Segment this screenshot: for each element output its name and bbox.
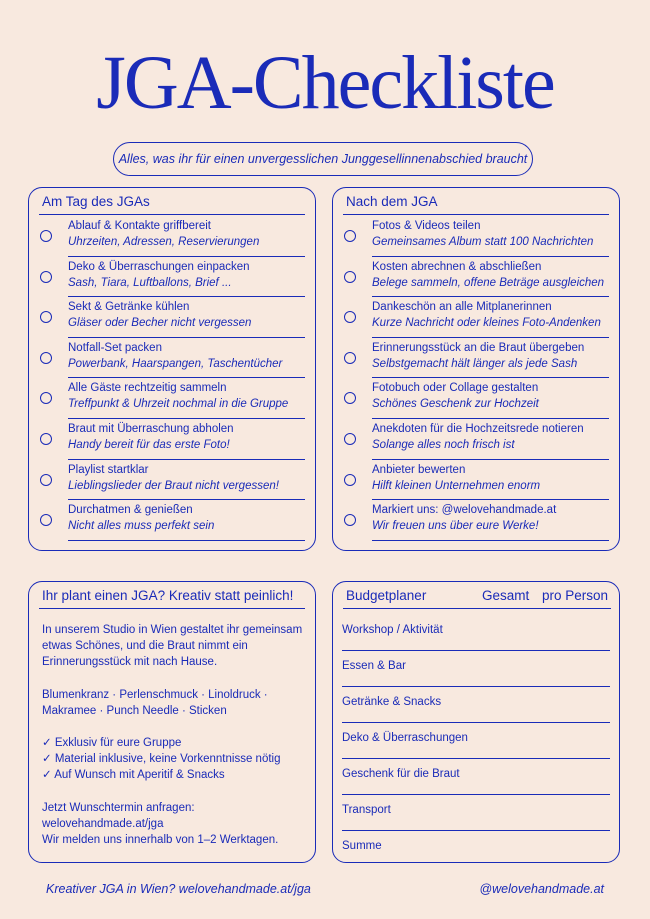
item-title: Braut mit Überraschung abholen xyxy=(68,422,234,435)
checklist-item xyxy=(333,378,619,419)
item-note: Lieblingslieder der Braut nicht vergessen! xyxy=(68,479,279,492)
checklist-item xyxy=(333,500,619,541)
item-title: Markiert uns: @welovehandmade.at xyxy=(372,504,557,517)
budget-col-person: pro Person xyxy=(542,588,609,603)
checkbox-circle[interactable] xyxy=(40,352,52,364)
checkbox-circle[interactable] xyxy=(344,474,356,486)
item-note: Hilft kleinen Unternehmen enorm xyxy=(372,479,541,492)
item-note: Schönes Geschenk zur Hochzeit xyxy=(372,398,539,411)
checkbox-circle[interactable] xyxy=(344,311,356,323)
checklist-item xyxy=(29,257,315,298)
checklist-item xyxy=(29,460,315,501)
checklist-after-list xyxy=(333,216,619,541)
budget-row[interactable]: Geschenk für die Braut xyxy=(342,759,610,795)
checkbox-circle[interactable] xyxy=(40,271,52,283)
checklist-item xyxy=(333,257,619,298)
item-title: Deko & Überraschungen einpacken xyxy=(68,260,250,273)
budget-row-total[interactable]: Summe xyxy=(342,840,382,852)
item-note: Selbstgemacht hält länger als jede Sash xyxy=(372,357,578,370)
checklist-item xyxy=(333,460,619,501)
checkbox-circle[interactable] xyxy=(40,474,52,486)
budget-row[interactable]: Workshop / Aktivität xyxy=(342,615,610,651)
checklist-item xyxy=(29,338,315,379)
checkbox-circle[interactable] xyxy=(344,433,356,445)
item-title: Fotobuch oder Collage gestalten xyxy=(372,382,539,395)
checklist-item xyxy=(333,338,619,379)
item-note: Wir freuen uns über eure Werke! xyxy=(372,520,539,533)
item-title: Erinnerungsstück an die Braut übergeben xyxy=(372,341,585,354)
footer-handle[interactable]: @welovehandmade.at xyxy=(479,882,604,896)
checklist-day-heading: Am Tag des JGAs xyxy=(39,188,305,215)
item-note: Nicht alles muss perfekt sein xyxy=(68,520,215,533)
cta-line: Jetzt Wunschtermin anfragen: xyxy=(42,801,195,814)
checklist-item xyxy=(29,419,315,460)
item-title: Playlist startklar xyxy=(68,463,149,476)
checklist-day-box xyxy=(28,187,316,551)
checkbox-circle[interactable] xyxy=(344,230,356,242)
checkbox-circle[interactable] xyxy=(40,514,52,526)
checklist-item xyxy=(29,216,315,257)
item-title: Alle Gäste rechtzeitig sammeln xyxy=(68,382,227,395)
subtitle-text: Alles, was ihr für einen unvergesslichen Junggesellinnenabschied braucht xyxy=(118,152,528,166)
subtitle-pill xyxy=(113,142,533,176)
checklist-item xyxy=(29,500,315,541)
item-title: Dankeschön an alle Mitplanerinnen xyxy=(372,301,552,314)
item-note: Gläser oder Becher nicht vergessen xyxy=(68,317,252,330)
check-line: ✓ Auf Wunsch mit Aperitif & Snacks xyxy=(42,769,225,782)
item-note: Gemeinsames Album statt 100 Nachrichten xyxy=(372,236,594,248)
checklist-item xyxy=(29,297,315,338)
checkbox-circle[interactable] xyxy=(344,271,356,283)
checklist-item xyxy=(333,419,619,460)
cta-link[interactable]: welovehandmade.at/jga xyxy=(42,817,164,830)
budget-col-total: Gesamt xyxy=(482,588,530,603)
item-note: Solange alles noch frisch ist xyxy=(372,438,515,451)
info-workshops: Blumenkranz · Perlenschmuck · Linoldruck · Makramee · Punch Needle · Sticken xyxy=(42,688,268,717)
item-note: Uhrzeiten, Adressen, Reservierungen xyxy=(68,236,260,248)
item-note: Treffpunkt & Uhrzeit nochmal in die Gruppe xyxy=(68,398,289,411)
cta-line: Wir melden uns innerhalb von 1–2 Werktagen. xyxy=(42,834,279,847)
item-title: Sekt & Getränke kühlen xyxy=(68,301,190,314)
checklist-item xyxy=(29,378,315,419)
checklist-after-heading: Nach dem JGA xyxy=(343,188,609,215)
budget-row[interactable]: Essen & Bar xyxy=(342,651,610,687)
info-checks xyxy=(42,735,305,784)
check-line: ✓ Material inklusive, keine Vorkenntnisse nötig xyxy=(42,753,281,766)
item-note: Handy bereit für das erste Foto! xyxy=(68,438,230,451)
item-note: Sash, Tiara, Luftballons, Brief ... xyxy=(68,276,232,289)
item-note: Powerbank, Haarspangen, Taschentücher xyxy=(68,357,283,370)
budget-heading: Budgetplaner xyxy=(346,588,427,603)
checkbox-circle[interactable] xyxy=(344,514,356,526)
page-title: JGA-Checkliste xyxy=(96,41,554,125)
checklist-after-box xyxy=(332,187,620,551)
info-paragraph: In unserem Studio in Wien gestaltet ihr gemeinsam etwas Schönes, und die Braut nimmt ein Erinnerungsstück mit nach Hause. xyxy=(42,624,303,669)
item-note: Kurze Nachricht oder kleines Foto-Andenken xyxy=(372,317,601,330)
budget-row[interactable]: Transport xyxy=(342,795,610,831)
budget-row[interactable]: Deko & Überraschungen xyxy=(342,723,610,759)
checkbox-circle[interactable] xyxy=(344,352,356,364)
info-body xyxy=(42,622,305,864)
item-title: Ablauf & Kontakte griffbereit xyxy=(68,220,211,232)
checkbox-circle[interactable] xyxy=(40,311,52,323)
checklist-item xyxy=(333,216,619,257)
checkbox-circle[interactable] xyxy=(40,433,52,445)
budget-row[interactable]: Getränke & Snacks xyxy=(342,687,610,723)
budget-box xyxy=(332,581,620,863)
item-title: Kosten abrechnen & abschließen xyxy=(372,260,542,273)
checkbox-circle[interactable] xyxy=(344,392,356,404)
info-heading: Ihr plant einen JGA? Kreativ statt peinlich! xyxy=(39,582,305,609)
checkbox-circle[interactable] xyxy=(40,392,52,404)
info-cta xyxy=(42,800,305,849)
budget-header xyxy=(343,582,611,609)
item-title: Durchatmen & genießen xyxy=(68,504,193,517)
item-title: Anbieter bewerten xyxy=(372,463,466,476)
checkbox-circle[interactable] xyxy=(40,230,52,242)
checklist-item xyxy=(333,297,619,338)
item-title: Notfall-Set packen xyxy=(68,341,162,354)
checklist-day-list xyxy=(29,216,315,541)
check-line: ✓ Exklusiv für eure Gruppe xyxy=(42,737,182,750)
item-note: Belege sammeln, offene Beträge ausgleichen xyxy=(372,276,605,289)
item-title: Fotos & Videos teilen xyxy=(372,220,481,232)
footer-cta[interactable]: Kreativer JGA in Wien? welovehandmade.at/jga xyxy=(46,882,311,896)
item-title: Anekdoten für die Hochzeitsrede notieren xyxy=(372,422,584,435)
info-box xyxy=(28,581,316,863)
